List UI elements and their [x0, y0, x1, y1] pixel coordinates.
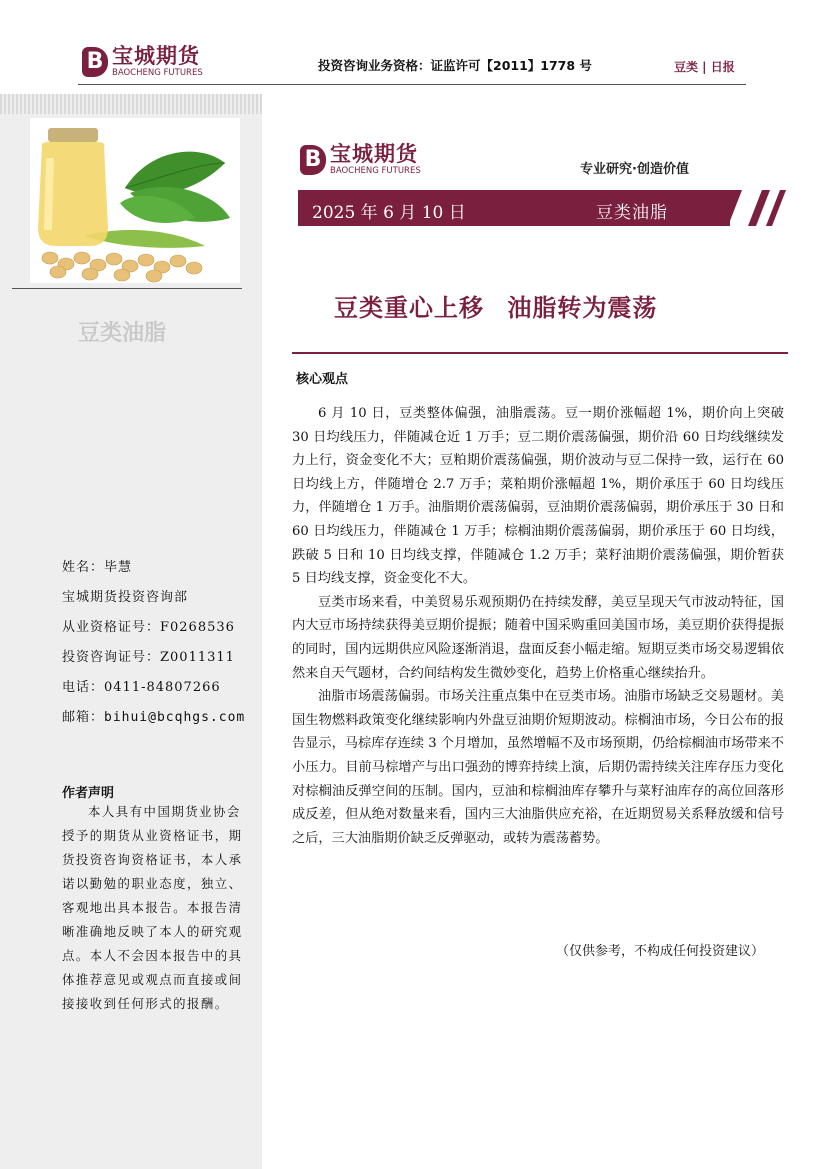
- banner-logo-mark-icon: B: [300, 145, 326, 175]
- sidebar-pattern: [0, 94, 262, 114]
- header-logo-cn: 宝城期货: [112, 44, 200, 68]
- author-email[interactable]: 邮箱：bihui@bcqhgs.com: [62, 710, 246, 725]
- author-name: 姓名：毕慧: [62, 560, 133, 575]
- section-title: 核心观点: [296, 372, 349, 387]
- report-title: 豆类重心上移 油脂转为震荡: [334, 294, 658, 322]
- author-phone: 电话：0411-84807266: [62, 680, 221, 695]
- declaration-body: 本人具有中国期货业协会授予的期货从业资格证书，期货投资咨询资格证书，本人承诺以勤勉的职业态度，独立、客观地出具本报告。本报告清晰准确地反映了本人的研究观点。本人不会因本报告中的具体推荐意见或观点而直接或间接接收到任何形式的报酬。: [62, 804, 243, 1011]
- header-qualification: 投资咨询业务资格：证监许可【2011】1778 号: [318, 58, 592, 73]
- oil-jar-soybeans-illustration: [30, 118, 240, 283]
- paragraph: 油脂市场震荡偏弱。市场关注重点集中在豆类市场。油脂市场缺乏交易题材。美国生物燃料政策变化继续影响内外盘豆油期价短期波动。棕榈油市场，今日公布的报告显示，马棕库存连续 3 个月增加，虽然增幅不及市场预期，仍给棕榈油市场带来不小压力。目前马棕增产与出口强劲的博弈持续上演，后期仍需持续关注库存压力变化对棕榈油反弹空间的压制。国内，豆油和棕榈油库存攀升与菜籽油库存的高位回落形成反差，但从绝对数量来看，国内三大油脂供应充裕，在近期贸易关系释放缓和信号之后，三大油脂期价缺乏反弹驱动，或转为震荡蓄势。: [292, 689, 784, 846]
- title-rule: [292, 352, 788, 354]
- report-date: 2025 年 6 月 10 日: [312, 203, 466, 223]
- date-bar-stripes: [728, 190, 788, 226]
- header-logo: [82, 46, 203, 78]
- declaration-title: 作者声明: [62, 786, 115, 801]
- paragraph: 豆类市场来看，中美贸易乐观预期仍在持续发酵，美豆呈现天气市波动特征，国内大豆市场持续获得美豆期价提振；随着中国采购重回美国市场，美豆期价获得提振的同时，国内远期供应风险逐渐消退，盘面反套小幅走缩。短期豆类市场交易逻辑依然来自天气题材，合约间结构发生微妙变化，趋势上价格重心继续抬升。: [292, 594, 784, 681]
- banner-logo-cn: 宝城期货: [330, 142, 418, 166]
- author-consult-license: 投资咨询证号：Z0011311: [62, 650, 235, 665]
- header-logo-en: BAOCHENG FUTURES: [112, 68, 203, 78]
- author-department: 宝城期货投资咨询部: [62, 590, 189, 605]
- banner-tagline: 专业研究·创造价值: [580, 162, 689, 177]
- banner-logo: [300, 144, 421, 176]
- header-divider: [78, 84, 746, 85]
- sidebar-category-label: 豆类油脂: [78, 321, 167, 346]
- sidebar-rule: [12, 288, 242, 289]
- report-body: [292, 402, 784, 850]
- header-category-tag: 豆类 | 日报: [674, 60, 735, 74]
- logo-mark-icon: B: [82, 47, 108, 77]
- disclaimer: （仅供参考，不构成任何投资建议）: [556, 944, 765, 959]
- report-category: 豆类油脂: [596, 203, 668, 223]
- paragraph: 6 月 10 日，豆类整体偏强，油脂震荡。豆一期价涨幅超 1%，期价向上突破 30 日均线压力，伴随减仓近 1 万手；豆二期价震荡偏强，期价沿 60 日均线继续发力上行，资金变化不大；豆粕期价震荡偏强，期价波动与豆二保持一致，运行在 60 日均线上方，伴随增仓 2.7 万手；菜粕期价涨幅超 1%，期价承压于 60 日均线压力，伴随增仓 1 万手。油脂期价震荡偏弱，豆油期价震荡偏弱，期价承压于 30 日和 60 日均线压力，伴随减仓 1 万手；棕榈油期价震荡偏弱，期价承压于 60 日均线，跌破 5 日和 10 日均线支撑，伴随减仓 1.2 万手；菜籽油期价震荡偏强，期价暂获 5 日均线支撑，资金变化不大。: [292, 406, 784, 587]
- author-license: 从业资格证号：F0268536: [62, 620, 235, 635]
- banner-logo-en: BAOCHENG FUTURES: [330, 166, 421, 176]
- cover-image: [30, 118, 240, 283]
